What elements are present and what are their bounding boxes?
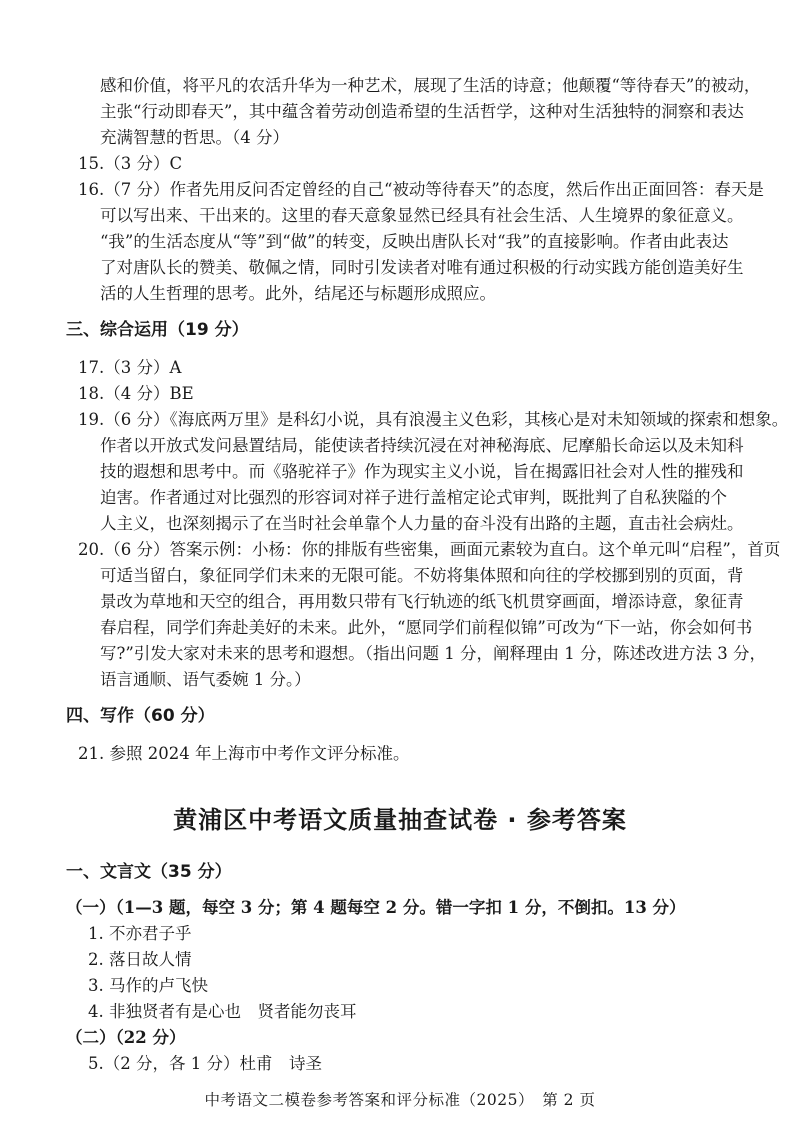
- text-line: 了对唐队长的赞美、敬佩之情，同时引发读者对唯有通过积极的行动实践方能创造美好生: [100, 258, 744, 277]
- answer-2: 2. 落日故人情: [88, 950, 192, 969]
- answer-15: 15.（3 分）C: [78, 154, 183, 173]
- answer-5: 5.（2 分，各 1 分）杜甫 诗圣: [88, 1054, 322, 1073]
- section-heading: 一、文言文（35 分）: [66, 862, 232, 882]
- text-line: 可以写出来、干出来的。这里的春天意象显然已经具有社会生活、人生境界的象征意义。: [100, 206, 744, 225]
- text-line: “我”的生活态度从“等”到“做”的转变，反映出唐队长对“我”的直接影响。作者由此表达: [100, 232, 729, 251]
- section-heading: 四、写作（60 分）: [66, 706, 215, 726]
- answer-18: 18.（4 分）BE: [78, 384, 194, 403]
- page-footer: 中考语文二模卷参考答案和评分标准（2025） 第 2 页: [204, 1091, 596, 1109]
- text-line: 迫害。作者通过对比强烈的形容词对祥子进行盖棺定论式审判，既批判了自私狭隘的个: [100, 488, 727, 507]
- subsection-heading: （二）（22 分）: [66, 1028, 186, 1047]
- text-line: 充满智慧的哲思。（4 分）: [100, 128, 289, 147]
- text-line: 春启程，同学们奔赴美好的未来。此外，“愿同学们前程似锦”可改为“下一站，你会如何书: [100, 618, 753, 637]
- answer-19: 19.（6 分）《海底两万里》是科幻小说，具有浪漫主义色彩，其核心是对未知领域的探索和想象。: [78, 410, 789, 429]
- text-line: 作者以开放式发问悬置结局，能使读者持续沉浸在对神秘海底、尼摩船长命运以及未知科: [100, 436, 744, 455]
- text-line: 感和价值，将平凡的农活升华为一种艺术，展现了生活的诗意；他颠覆“等待春天”的被动，: [100, 76, 761, 95]
- section-heading: 三、综合运用（19 分）: [66, 320, 249, 340]
- answer-20: 20.（6 分）答案示例：小杨：你的排版有些密集，画面元素较为直白。这个单元叫“启程”，首页: [78, 540, 781, 559]
- answer-1: 1. 不亦君子乎: [88, 924, 192, 943]
- text-line: 可适当留白，象征同学们未来的无限可能。不妨将集体照和向往的学校挪到别的页面，背: [100, 566, 744, 585]
- answer-4: 4. 非独贤者有是心也 贤者能勿丧耳: [88, 1002, 357, 1021]
- subsection-heading: （一）（1—3 题，每空 3 分；第 4 题每空 2 分。错一字扣 1 分，不倒扣。13 分）: [66, 898, 686, 917]
- text-line: 景改为草地和天空的组合，再用数只带有飞行轨迹的纸飞机贯穿画面，增添诗意，象征青: [100, 592, 744, 611]
- answer-16: 16.（7 分）作者先用反问否定曾经的自己“被动等待春天”的态度，然后作出正面回答：春天是: [78, 180, 764, 199]
- answer-21: 21. 参照 2024 年上海市中考作文评分标准。: [78, 744, 410, 763]
- text-line: 活的人生哲理的思考。此外，结尾还与标题形成照应。: [100, 284, 496, 303]
- text-line: 语言通顺、语气委婉 1 分。）: [100, 670, 311, 689]
- answer-17: 17.（3 分）A: [78, 358, 182, 377]
- page-title: 黄浦区中考语文质量抽查试卷 · 参考答案: [173, 806, 627, 834]
- text-line: 写?”引发大家对未来的思考和遐想。（指出问题 1 分，阐释理由 1 分，陈述改进方法 3 分，: [100, 644, 766, 663]
- text-line: 技的遐想和思考中。而《骆驼祥子》作为现实主义小说，旨在揭露旧社会对人性的摧残和: [100, 462, 744, 481]
- text-line: 主张“行动即春天”，其中蕴含着劳动创造希望的生活哲学，这种对生活独特的洞察和表达: [100, 102, 744, 121]
- text-line: 人主义，也深刻揭示了在当时社会单靠个人力量的奋斗没有出路的主题，直击社会病灶。: [100, 514, 744, 533]
- answer-3: 3. 马作的卢飞快: [88, 976, 208, 995]
